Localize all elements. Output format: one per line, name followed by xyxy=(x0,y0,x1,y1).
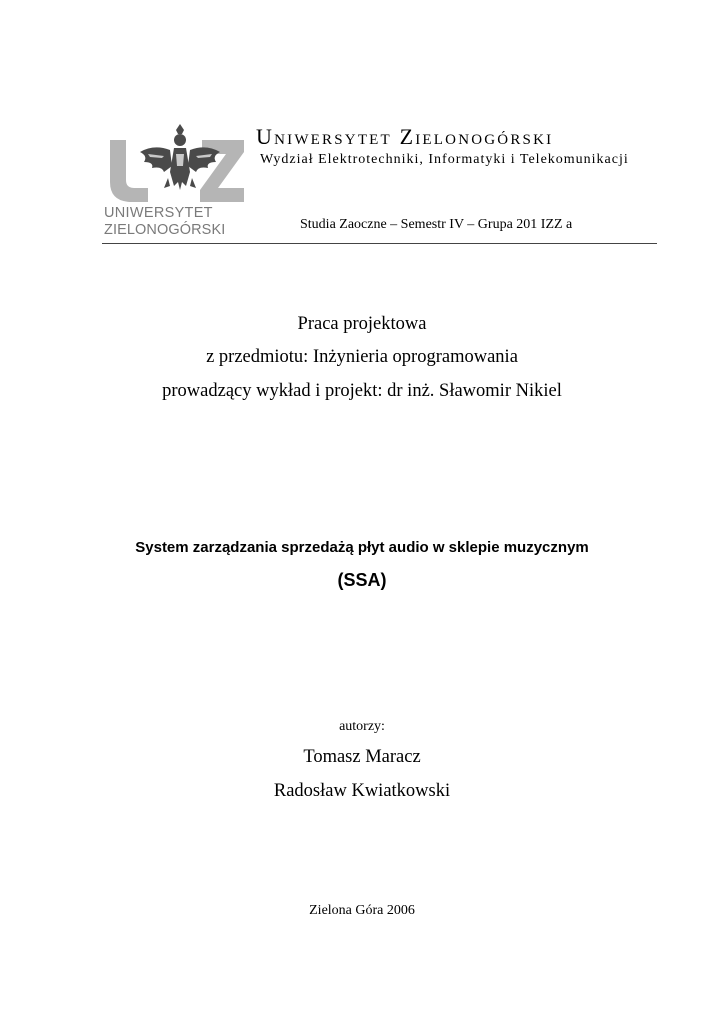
faculty-name: Wydział Elektrotechniki, Informatyki i Telekomunikacji xyxy=(260,152,629,167)
author-name: Tomasz Maracz xyxy=(303,747,421,767)
study-info: Studia Zaoczne – Semestr IV – Grupa 201 IZZ a xyxy=(300,217,573,232)
project-type: Praca projektowa xyxy=(297,314,427,334)
university-name: Uniwersytet Zielonogórski xyxy=(256,124,554,149)
eagle-emblem-icon xyxy=(104,122,254,206)
document-title: System zarządzania sprzedażą płyt audio w sklepie muzycznym xyxy=(135,539,589,556)
author-name: Radosław Kwiatkowski xyxy=(273,781,451,801)
header-divider xyxy=(102,243,657,244)
place-year: Zielona Góra 2006 xyxy=(309,903,415,918)
logo-text-line2: ZIELONOGÓRSKI xyxy=(104,222,226,238)
document-acronym: (SSA) xyxy=(337,570,387,590)
university-logo xyxy=(104,122,254,240)
project-supervisor: prowadzący wykład i projekt: dr inż. Sławomir Nikiel xyxy=(162,381,562,401)
logo-text-line1: UNIWERSYTET xyxy=(104,205,213,221)
project-subject: z przedmiotu: Inżynieria oprogramowania xyxy=(206,347,518,367)
authors-label: autorzy: xyxy=(339,719,385,734)
